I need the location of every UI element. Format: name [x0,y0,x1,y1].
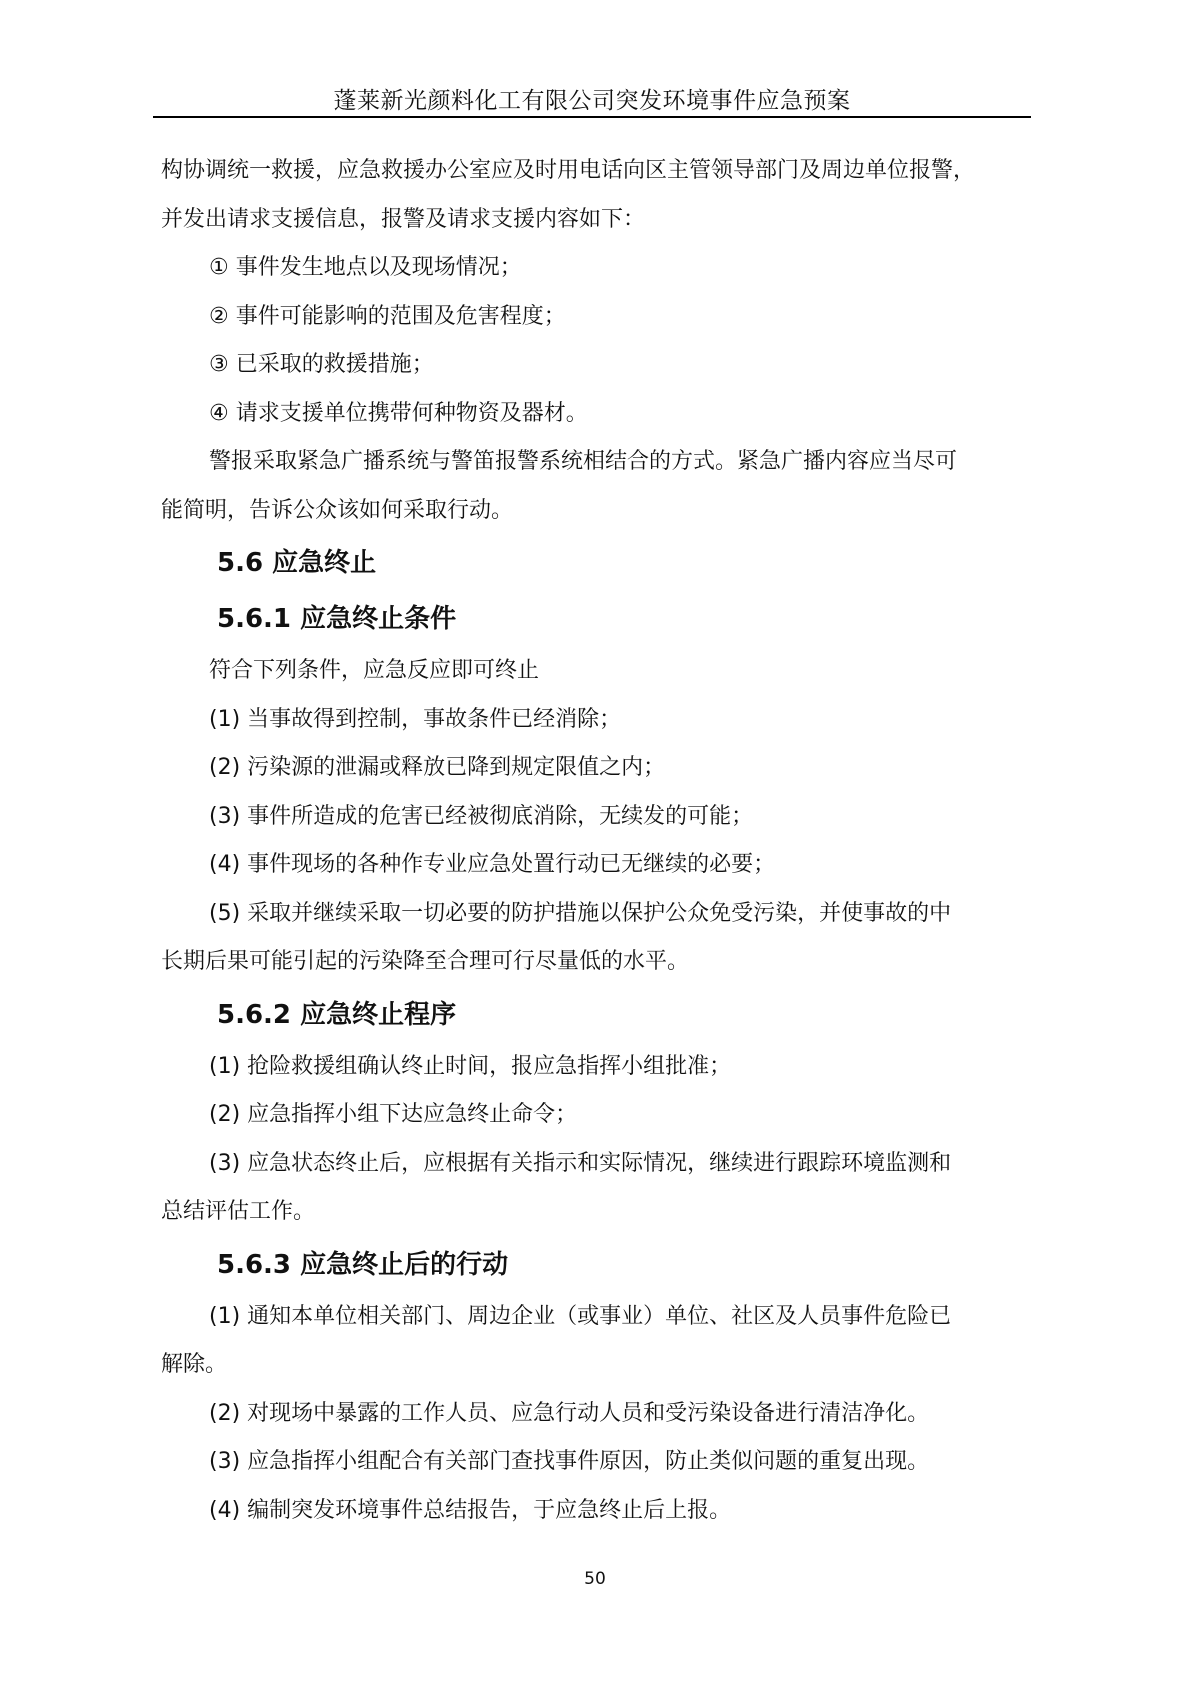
section-heading-5-6: 5.6 应急终止 [217,548,377,578]
list-item: (2) 污染源的泄漏或释放已降到规定限值之内； [209,755,666,780]
list-item: (3) 事件所造成的危害已经被彻底消除，无续发的可能； [209,803,754,829]
list-item: ② 事件可能影响的范围及危害程度； [209,303,566,329]
list-item: (1) 通知本单位相关部门、周边企业（或事业）单位、社区及人员事件危险已 [209,1303,952,1329]
paragraph-line: 解除。 [161,1352,228,1377]
page-number: 50 [584,1569,606,1589]
list-item: ③ 已采取的救援措施； [209,352,434,377]
paragraph-line: 警报采取紧急广播系统与警笛报警系统相结合的方式。紧急广播内容应当尽可 [209,449,958,474]
list-item: (1) 当事故得到控制，事故条件已经消除； [209,706,622,732]
list-item: (5) 采取并继续采取一切必要的防护措施以保护公众免受污染，并使事故的中 [209,900,952,926]
list-item: ① 事件发生地点以及现场情况； [209,255,522,280]
paragraph-line: 能简明，告诉公众该如何采取行动。 [161,497,514,523]
list-item: (3) 应急状态终止后，应根据有关指示和实际情况，继续进行跟踪环境监测和 [209,1150,952,1176]
list-item: (2) 对现场中暴露的工作人员、应急行动人员和受污染设备进行清洁净化。 [209,1400,930,1426]
list-item: (1) 抢险救援组确认终止时间，报应急指挥小组批准； [209,1053,732,1079]
section-heading-5-6-1: 5.6.1 应急终止条件 [217,604,457,634]
paragraph-line: 并发出请求支援信息，报警及请求支援内容如下： [161,206,646,232]
list-item: (2) 应急指挥小组下达应急终止命令； [209,1102,578,1127]
paragraph-line: 长期后果可能引起的污染降至合理可行尽量低的水平。 [161,949,690,974]
header-divider [153,116,1031,118]
paragraph-line: 符合下列条件，应急反应即可终止 [209,658,540,683]
document-body [161,147,1066,1535]
list-item: (4) 事件现场的各种作专业应急处置行动已无继续的必要； [209,852,776,877]
list-item: ④ 请求支援单位携带何种物资及器材。 [209,400,588,426]
document-header-title: 蓬莱新光颜料化工有限公司突发环境事件应急预案 [333,88,851,114]
section-heading-5-6-2: 5.6.2 应急终止程序 [217,999,457,1030]
paragraph-line: 构协调统一救援，应急救援办公室应及时用电话向区主管领导部门及周边单位报警， [161,158,976,183]
list-item: (3) 应急指挥小组配合有关部门查找事件原因，防止类似问题的重复出现。 [209,1449,930,1474]
section-heading-5-6-3: 5.6.3 应急终止后的行动 [217,1249,509,1280]
paragraph-line: 总结评估工作。 [161,1199,316,1224]
list-item: (4) 编制突发环境事件总结报告，于应急终止后上报。 [209,1497,732,1523]
